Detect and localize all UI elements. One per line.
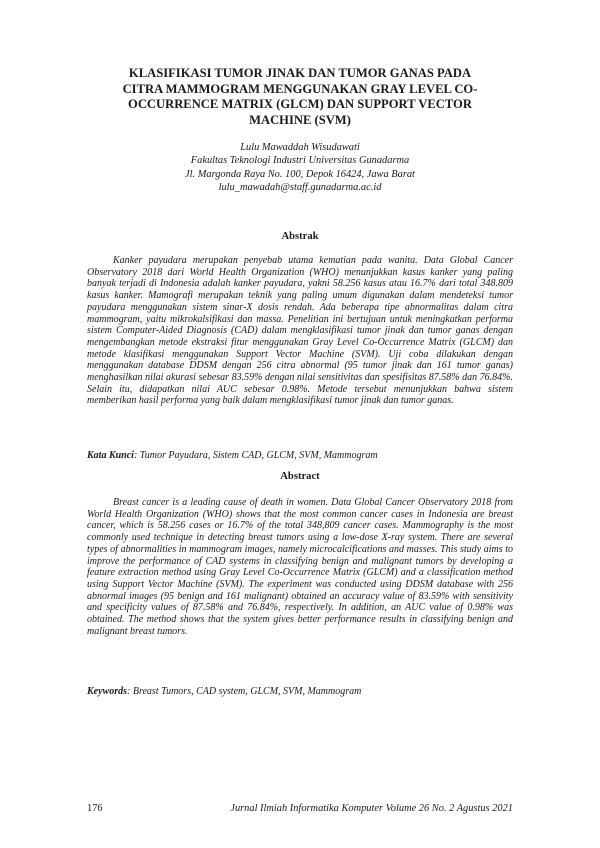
paper-title <box>70 66 530 128</box>
kata-kunci-label: Kata Kunci <box>87 450 134 461</box>
abstract-text: Breast cancer is a leading cause of death in women. Data Global Cancer Observatory 2018 from World Health Organization (WHO) shows that the most common cancer cases in Indonesia are breast cancer, which is 58.256 cases or 16.7% of the total 348,809 cancer cases. Mammography is the most commonly used technique in detecting breast tumors using a low-dose X-ray system. There are several types of abnormalities in mammogram images, namely microcalcifications and masses. This study aims to improve the performance of CAD systems in classifying benign and malignant tumors by developing a feature extraction method using Gray Level Co-Occurrence Matrix (GLCM) and a classification method using Support Vector Machine (SVM). The experiment was conducted using DDSM database with 256 abnormal images (95 benign and 161 malignant) obtained an accuracy value of 83.59% with sensitivity and specificity values of 87.58% and 76.84%, respectively. In addition, an AUC value of 0.98% was obtained. The method shows that the system gives better performance results in classifying benign and malignant breast tumors. <box>87 497 513 637</box>
abstrak-text: Kanker payudara merupakan penyebab utama kematian pada wanita. Data Global Cancer Observatory 2018 dari World Health Organization (WHO) menunjukkan kasus kanker yang paling banyak terjadi di Indonesia adalah kanker payudara, yakni 58.256 kasus atau 16.7% dari total 348.809 kasus kanker. Mamografi merupakan teknik yang paling umum digunakan dalam mendeteksi tumor payudara menggunakan sistem sinar-X dosis rendah. Ada beberapa tipe abnormalitas dalam citra mammogram, yaitu mikrokalsifikasi dan massa. Penelitian ini bertujuan untuk meningkatkan performa sistem Computer-Aided Diagnosis (CAD) dalam mengklasifikasi tumor jinak dan tumor ganas dengan mengembangkan metode ekstraksi fitur menggunakan Gray Level Co-Occurrence Matrix (GLCM) dan metode klasifikasi menggunakan Support Vector Machine (SVM). Uji coba dilakukan dengan menggunakan database DDSM dengan 256 citra abnormal (95 tumor jinak dan 161 tumor ganas) menghasilkan nilai akurasi sebesar 83.59% dengan nilai sensitivitas dan spesifisitas 87.58% dan 76.84%. Selain itu, didapatkan nilai AUC sebesar 0.98%. Metode tersebut menunjukkan bahwa sistem memberikan hasil performa yang baik dalam mengklasifikasi tumor jinak dan tumor ganas. <box>87 255 513 407</box>
kata-kunci <box>87 450 513 462</box>
keywords <box>87 686 513 698</box>
title-line: KLASIFIKASI TUMOR JINAK DAN TUMOR GANAS PADA <box>128 66 472 80</box>
author-affiliation: Fakultas Teknologi Industri Universitas Gunadarma <box>190 155 410 167</box>
page-footer <box>87 803 513 814</box>
keywords-list: : Breast Tumors, CAD system, GLCM, SVM, Mammogram <box>127 686 362 697</box>
author-address: Jl. Margonda Raya No. 100, Depok 16424, Jawa Barat <box>185 168 415 180</box>
title-line: MACHINE (SVM) <box>249 112 351 127</box>
page-number: 176 <box>87 803 103 814</box>
journal-name: Jurnal Ilmiah Informatika Komputer Volume 26 No. 2 Agustus 2021 <box>230 803 513 814</box>
keywords-label: Keywords <box>87 686 127 697</box>
kata-kunci-list: : Tumor Payudara, Sistem CAD, GLCM, SVM, Mammogram <box>133 450 378 461</box>
abstract-body <box>87 497 513 637</box>
abstract-heading: Abstract <box>280 471 320 482</box>
author-block <box>70 141 530 195</box>
author-email: lulu_mawadah@staff.gunadarma.ac.id <box>218 182 382 194</box>
abstrak-heading: Abstrak <box>281 231 319 242</box>
title-line: OCCURRENCE MATRIX (GLCM) DAN SUPPORT VECTOR <box>128 97 472 111</box>
author-name: Lulu Mawaddah Wisudawati <box>240 142 360 153</box>
abstrak-body <box>87 255 513 407</box>
title-line: CITRA MAMMOGRAM MENGGUNAKAN GRAY LEVEL CO- <box>122 81 478 96</box>
